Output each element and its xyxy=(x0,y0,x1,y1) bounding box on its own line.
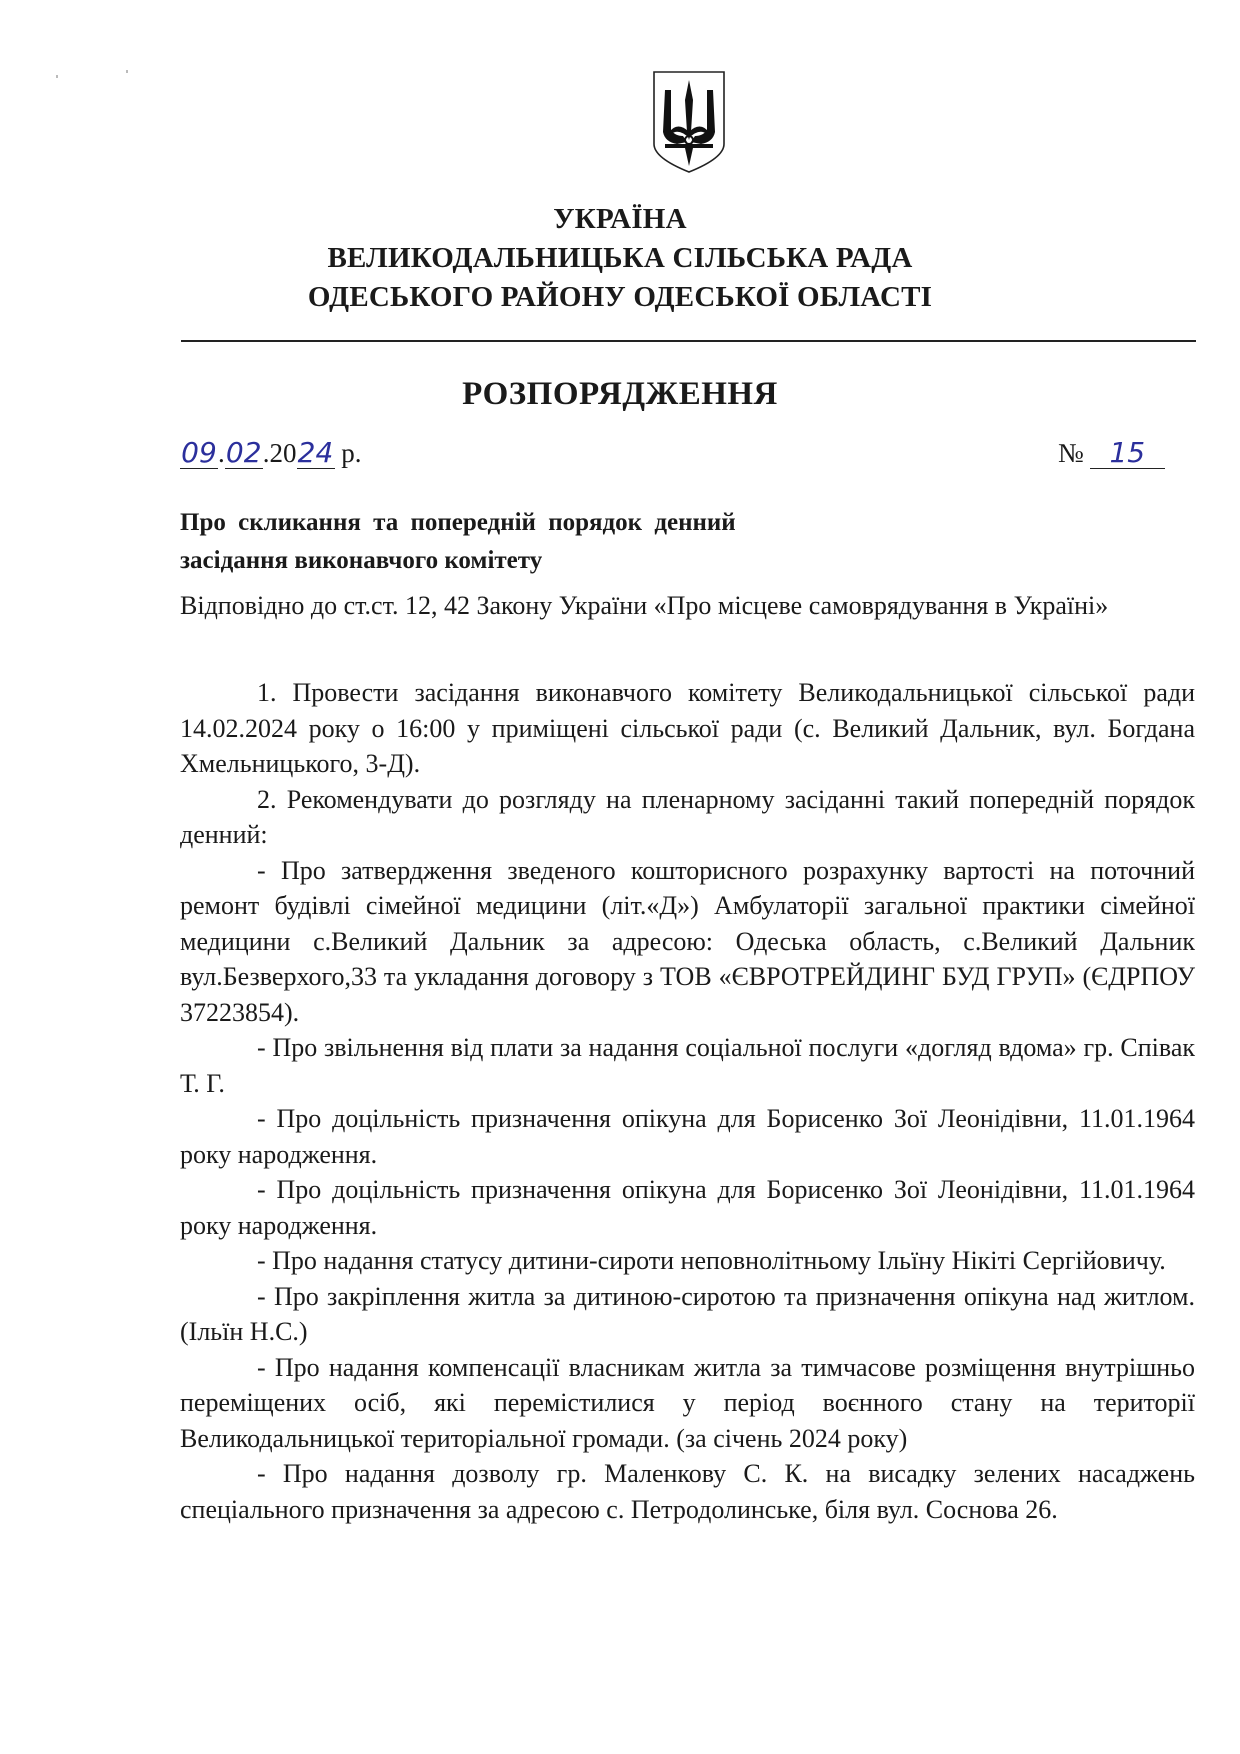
agenda-item: - Про затвердження зведеного кошторисного розрахунку вартості на поточний ремонт будівлі сімейної медицини (літ.«Д») Амбулаторії загальної практики сімейної медицини с.Великий Дальник за адресою: Одеська область, с.Великий Дальник вул.Безверхого,33 та укладання договору з ТОВ «ЄВРОТРЕЙДИНГ БУД ГРУП» (ЄДРПОУ 37223854). xyxy=(180,855,1195,1027)
scan-artifact xyxy=(126,70,128,73)
agenda-item: - Про закріплення житла за дитиною-сиротою та призначення опікуна над житлом. (Ільїн Н.С.) xyxy=(180,1281,1195,1346)
number-value: 15 xyxy=(1090,438,1165,469)
subject-line: засідання виконавчого комітету xyxy=(180,547,543,574)
date-sep: . xyxy=(218,438,225,468)
subject-line: Про скликання та попередній порядок денний xyxy=(180,509,736,536)
council-heading: ВЕЛИКОДАЛЬНИЦЬКА СІЛЬСЬКА РАДА xyxy=(327,242,913,274)
agenda-item: - Про доцільність призначення опікуна для Борисенко Зої Леонідівни, 11.01.1964 року народження. xyxy=(180,1175,1195,1240)
document-body xyxy=(180,675,1195,1527)
date-day: 09 xyxy=(181,436,217,469)
basis-paragraph: Відповідно до ст.ст. 12, 42 Закону України «Про місцеве самоврядування в Україні» xyxy=(180,591,1109,620)
agenda-item: - Про надання статусу дитини-сироти неповнолітньому Ільїну Нікіті Сергійовичу. xyxy=(257,1246,1166,1275)
date-year-suffix: 24 xyxy=(297,436,334,469)
document-subject xyxy=(180,504,736,580)
trident-coat-of-arms-icon xyxy=(651,70,727,174)
date-suffix: р. xyxy=(341,438,362,468)
legal-basis xyxy=(180,588,1195,624)
date-year-prefix: 20 xyxy=(269,438,297,468)
region-heading: ОДЕСЬКОГО РАЙОНУ ОДЕСЬКОЇ ОБЛАСТІ xyxy=(307,281,933,313)
agenda-item: - Про доцільність призначення опікуна для Борисенко Зої Леонідівни, 11.01.1964 року народження. xyxy=(180,1104,1195,1169)
document-date xyxy=(180,438,362,469)
number-label: № xyxy=(1058,438,1084,468)
document-number xyxy=(1058,438,1165,469)
agenda-item: - Про надання дозволу гр. Маленкову С. К. на висадку зелених насаджень спеціального призначення за адресою с. Петродолинське, біля вул. Соснова 26. xyxy=(180,1459,1195,1524)
agenda-item: - Про надання компенсації власникам житла за тимчасове розміщення внутрішньо переміщених осіб, які перемістилися у період воєнного стану на території Великодальницької територіальної громади. (за січень 2024 року) xyxy=(180,1352,1195,1453)
document-type-title: РОЗПОРЯДЖЕННЯ xyxy=(462,376,778,412)
header-divider xyxy=(181,340,1196,342)
point-1: 1. Провести засідання виконавчого комітету Великодальницької сільської ради 14.02.2024 року о 16:00 у приміщені сільської ради (с. Великий Дальник, вул. Богдана Хмельницького, 3-Д). xyxy=(180,678,1195,778)
date-sep: . xyxy=(262,438,270,468)
country-heading: УКРАЇНА xyxy=(553,203,687,235)
date-month: 02 xyxy=(225,436,262,469)
scan-artifact xyxy=(56,75,58,78)
point-2: 2. Рекомендувати до розгляду на пленарному засіданні такий попередній порядок денний: xyxy=(180,784,1195,849)
agenda-item: - Про звільнення від плати за надання соціальної послуги «догляд вдома» гр. Співак Т. Г. xyxy=(180,1033,1195,1098)
